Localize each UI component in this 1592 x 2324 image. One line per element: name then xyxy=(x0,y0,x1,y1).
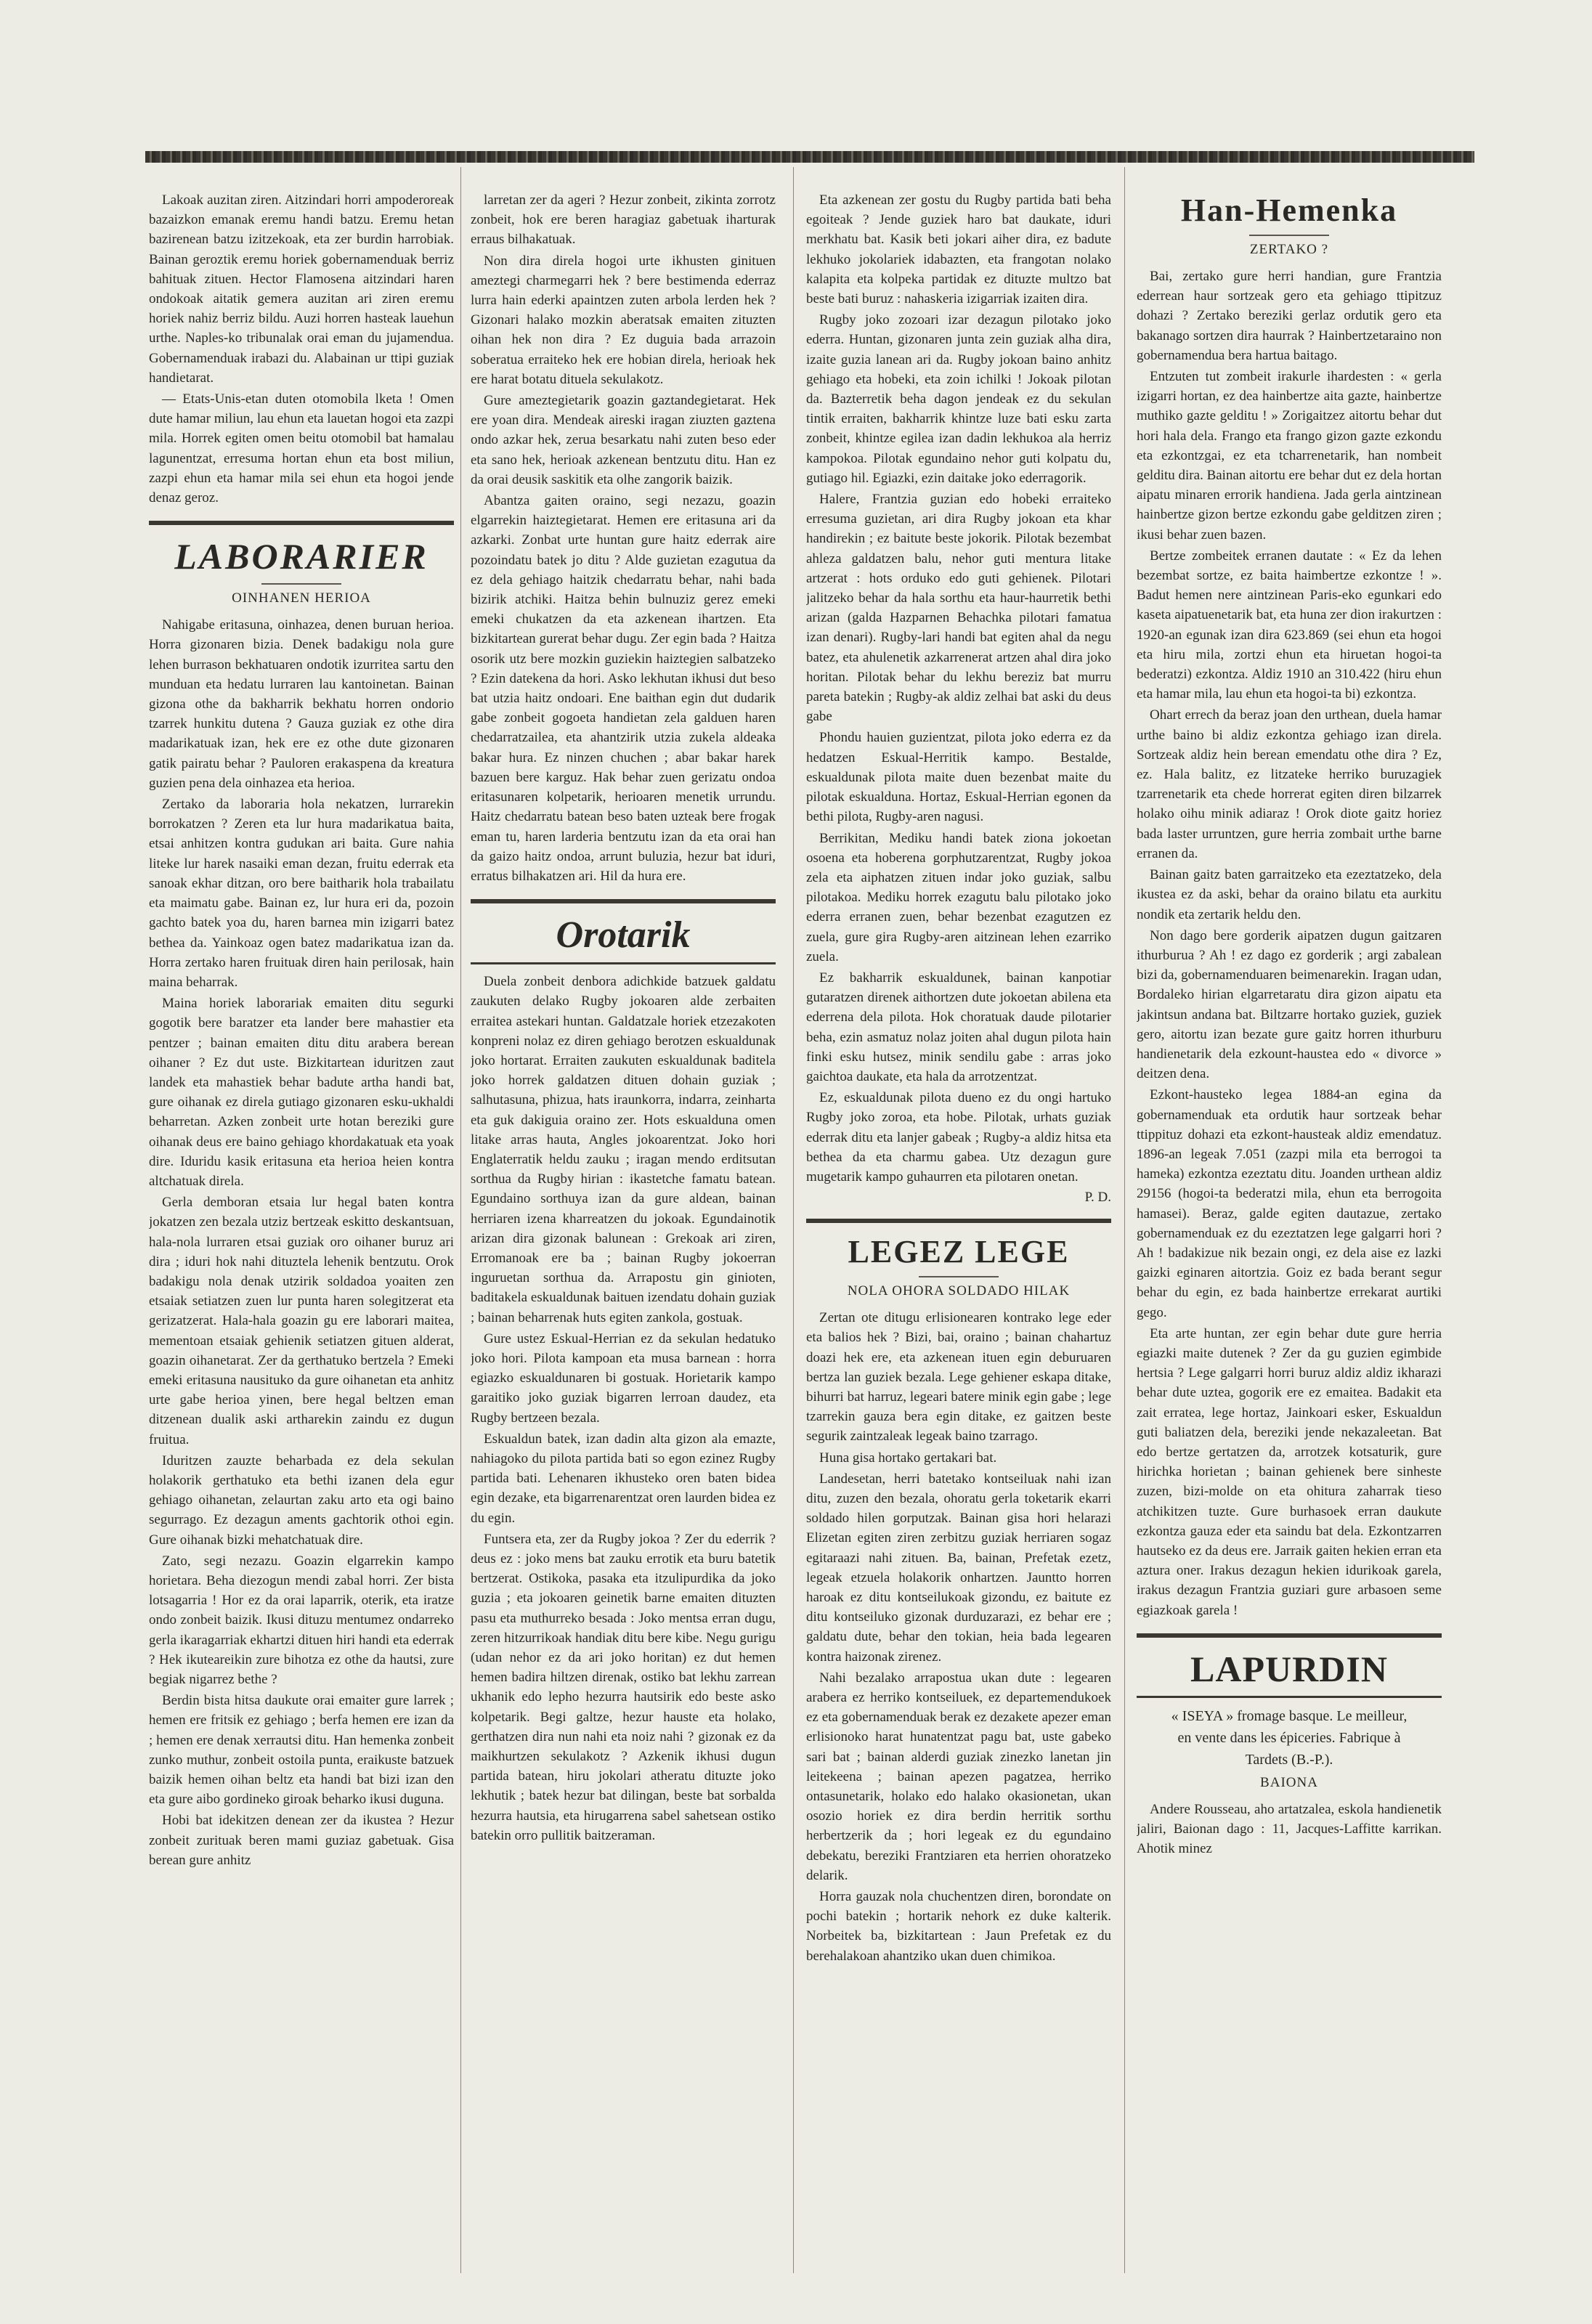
paragraph: Nahigabe eritasuna, oinhazea, denen buruan herioa. Horra gizonaren bizia. Denek badakigu nola gure lehen burrason bekhatuaren ondotik izurritea sartu den munduan eta hedatu lurraren lau kantoinetan. Bainan gizona othe da bakharrik bekhatu horren ondorio tzarrek hunkitu dutena ? Gauza guziak ez othe dira madarikatuak izan, hek ere ez othe dute gizonaren gatik pairatu behar ? Pauloren erakaspena da kreatura guzien pena dela oinhazea eta herioa. xyxy=(149,617,454,791)
article-subheading: NOLA OHORA SOLDADO HILAK xyxy=(847,1283,1071,1299)
paragraph: Phondu hauien guzientzat, pilota joko ederra ez da hedatzen Eskual-Herritik kampo. Bestalde, eskualdunak pilota maite duen bezenbat maite du pilotak eskualduna. Hortaz, Eskual-Herrian egonen da bethi pilota, Rugby-aren nagusi. xyxy=(806,730,1111,825)
column-separator xyxy=(793,167,794,2273)
article-signature: P. D. xyxy=(1084,1190,1111,1206)
ad-line: « ISEYA » fromage basque. Le meilleur, xyxy=(1171,1707,1408,1724)
short-rule xyxy=(1249,235,1329,236)
paragraph: Ez bakharrik eskualdunek, bainan kanpotiar gutaratzen direnek aithortzen dute jokoetan abilena eta ederrena dela pilota. Hok choratuak daude pilotarier beha, ezin asmatuz nolaz joiten ahal dugun pilota hain finki esku hutsez, minik sendilu gabe : arras joko gaichtoa daukate, eta hala da arrotzentzat. xyxy=(806,970,1111,1084)
column-separator xyxy=(1124,167,1125,2273)
advertisement-iseya xyxy=(1137,1705,1442,1771)
paragraph: Ez, eskualdunak pilota dueno ez du ongi hartuko Rugby joko zoroa, eta hobe. Pilotak, urhats guziak ederrak ditu eta lanjer gabeak ; Rugby-a aldiz hitsa eta bethea da eta charmu gabea. Utz dezagun gure mugetarik kampo guhaurren eta pilotaren onetan. xyxy=(806,1090,1111,1185)
town-subheading: BAIONA xyxy=(1260,1774,1318,1790)
column-2 xyxy=(471,190,776,2324)
ad-line: Tardets (B.-P.). xyxy=(1245,1751,1333,1768)
column-separator xyxy=(460,167,461,2273)
section-rule xyxy=(471,899,776,903)
paragraph: Non dira direla hogoi urte ikhusten ginituen ameztegi charmegarri hek ? bere bestimenda ederraz lurra hain ederki apaintzen zuten arbola lerden hek ? Gizonari halako mozkin aberatsak emaiten zituzten oihan hek non dira ? Ez duguia bada arrazoin soberatua erraiteko hek ere hobian direla, herioak hek ere harat botatu dituela sekulakotz. xyxy=(471,253,776,387)
paragraph: Gure ameztegietarik goazin gaztandegietarat. Hek ere yoan dira. Mendeak aireski iragan ziuzten gaztena ondo azkar hek, zerua besarkatu nahi zuten beso eder eta sano hek, herioak azkenean bentzutu ditu. Han ez da orai deusik saskitik eta olhe zangorik baizik. xyxy=(471,393,776,487)
column-1 xyxy=(149,190,454,2324)
ad-line: en vente dans les épiceries. Fabrique à xyxy=(1177,1729,1401,1746)
section-rule xyxy=(471,962,776,964)
paragraph: Ezkont-hausteko legea 1884-an egina da gobernamenduak eta ordutik haur sortzeak behar ttippituz dohazi eta ezkont-hausteak aldiz emendatuz. 1896-an legeak 7.051 (zazpi mila eta berrogoi ta hameka) ezkontza ezeztatu ditu. Joanden urthean aldiz 29156 (hogoi-ta bederatzi mila, ehun eta berrogoita hamasei). Beraz, galde egiten dautazue, zertako gobernamenduak ez du ezeztatzen lege galgarri hori ? Ah ! badakizue nik bezain ongi, ez dela aise ez lazki gaizki eginaren aitortzia. Goiz ez bada berant segur behar du egin, ez bada hainbertze errekarat aurtiki gego. xyxy=(1137,1087,1442,1320)
paragraph: Nahi bezalako arrapostua ukan dute : legearen arabera ez herriko kontseiluek, ez departemendukoek ez eta gobernamenduak berak ez dezakete apezer eman erlisionoko harat hunatentzat pagu bat, uste gabeko sari bat ; bainan alderdi guziak zinezko lanetan jin leitekeena ; bainan apezen pagatzea, herriko ontasunetarik, holako edo halako okasionetan, ukan osozio horiek ez dira berdin herritik sorthu herbertzerik da ; hori legeak ez du egundaino debekatu, bereziki Frantziaren eta herrien ohoratzeko delarik. xyxy=(806,1670,1111,1883)
section-heading-laborarier: LABORARIER xyxy=(174,536,429,577)
paragraph: Andere Rousseau, aho artatzalea, eskola handienetik jaliri, Baionan dago : 11, Jacques-Laffitte karrikan. Ahotik minez xyxy=(1137,1801,1442,1857)
paragraph: Duela zonbeit denbora adichkide batzuek galdatu zaukuten delako Rugby jokoaren alde zerbaiten erraitea astekari huntan. Galdatzale horiek etzezakoten konpreni nolaz ez diren gehiago berotzen eskualdunak joko hortarat. Erraiten zaukuten eskualdunak baditela joko horrek galdatzen dituen dohain guziak ; salhutasuna, phizua, hats iraunkorra, indarra, zeinharta eta guk dakiguia oraino zer. Hots eskualduna omen litake arras hauta, Angles jokoarentzat. Joko hori Englaterratik heldu zauku ; iragan mendo erditsutan sorthua da Rugby hirian : ikastetche famatu batean. Egundaino sorthuya izan da gure aldean, bainan herriaren izena kharreatzen du jokoak. Egundainotik arizan dira gizonak balunean : Grekoak ari ziren, Erromanoak ere ba ; bainan Rugby jokoerran inguruetan sorthua da. Arrapostu gin ginioten, baditakela eskualdunak baituen izendatu dohain guziak ; bainan beharrenak huts egiten zankola, gostuak. xyxy=(471,974,776,1325)
column-4 xyxy=(1137,190,1442,2324)
paragraph: Eta arte huntan, zer egin behar dute gure herria egiazki maite dutenek ? Zer da gu guzien egimbide hertsia ? Lege galgarri horri buruz aldiz aldiz ikharazi behar dute uztea, gogorik ere ez emaitea. Badakit eta zait erratea, lege hortaz, Jainkoari esker, Eskualdun guti baliatzen dela, bereziki jende nekazaleetan. Bat edo bertze gertatzen da, arrotzek kotsaturik, gure hirichka horietan ; bainan gehienek bere sinheste zuzen, bizi-molde on eta ohitura zaharrak tieso atchikitzen tuzte. Gure burhasoek erran daukute ezkontza gauza eder eta saindu bat dela. Ezkontzarren hautseko ez da deus ere. Jarraik gaiten hekien erran eta aztura oner. Irakus dezagun hekien idurikoak garela, irakus dezagun Frantzia guziari gure arbasoen seme egiazkoak garela ! xyxy=(1137,1325,1442,1618)
paragraph: Maina horiek laborariak emaiten ditu segurki gogotik bere baratzer eta lander bere mahastier eta pentzer ; bainan emaiten ditu ditu arabera berean oihaner ? Ez dut uste. Bizkitartean iduritzen zaut landek eta mahastiek behar badute artha handi bat, gure oihanak ez direla gutiago gizonaren esku-ukhaldi beharretan. Azken zonbeit urte hotan bereziki gure oihanak deus ere baino gehiago khordakatuak eta yoak dire. Iduridu kasik eritasuna eta herioa heien kontra altchatuak direla. xyxy=(149,996,454,1189)
section-heading-lapurdin: LAPURDIN xyxy=(1190,1648,1388,1689)
paragraph: Eskualdun batek, izan dadin alta gizon ala emazte, nahiagoko du pilota partida bati so egon ezinez Rugby partida bati. Lehenaren ikhusteko oren baten bidea egin dezake, eta bigarrenarentzat oren laurden bidea ez du egin. xyxy=(471,1431,776,1526)
paragraph: Bertze zombeitek erranen dautate : « Ez da lehen bezembat sortze, ez baita haimbertze ezkontze ! ». Badut hemen nere aintzinean Paris-eko egunkari edo kaseta aipatuenetarik bat, eta huna zer dion irakurtzen : 1920-an egunak izan dira 623.869 (sei ehun eta hogoi eta hiru mila, zortzi ehun eta hiruetan hogoi-ta bederatzi) ezkontza. Aldiz 1910 an 310.422 (hiru ehun eta hamar mila, lau ehun eta hogoi-ta bi) ezkontza. xyxy=(1137,548,1442,702)
section-rule xyxy=(149,521,454,525)
paragraph: Berrikitan, Mediku handi batek ziona jokoetan osoena eta hoberena gorphutzarentzat, Rugby jokoa zela eta aiphatzen zituen indar joko guziak, salbu pilotakoa. Mediku horrek ezagutu balu pilotako joko ederra erranen zuen, behar bezenbat ezagutzen ez zuela, gure gira Rugby-aren aitzinean lehen ezarriko zuela. xyxy=(806,830,1111,964)
article-subheading: ZERTAKO ? xyxy=(1249,242,1329,257)
paragraph: Ohart errech da beraz joan den urthean, duela hamar urthe baino bi aldiz ezkontza gehiago izan direla. Sortzeak aldiz hein berean emendatu othe dira ? Ez, ez. Hala balitz, ez litzateke herriko buruzagiek tzarrenetarik eta chede horrerat egiten diren bilzarrek holako oihu minik adiaraz ! Orok diote gaitz horiez bada laster urruntzen, gure herria zombait urthe barne erranen da. xyxy=(1137,707,1442,861)
section-rule xyxy=(1137,1696,1442,1698)
section-rule xyxy=(806,1219,1111,1223)
short-rule xyxy=(919,1276,999,1277)
paragraph: Horra gauzak nola chuchentzen diren, borondate on pochi batekin ; hortarik nehork ez duke kalterik. Norbeitek ba, bizkitartean : Jaun Prefetak ez du berehalakoan ahantziko ukan duen chimikoa. xyxy=(806,1889,1111,1964)
paragraph: Lakoak auzitan ziren. Aitzindari horri ampoderoreak bazaizkon emanak eremu handi batzu. Eremu hetan bazirenean batzu izitzekoak, eta zer burdin harrobiak. Bainan geroztik eremu horiek gobernamenduak berriz bahituak zituen. Hector Flamosena aitzindari haren ondokoak aitatik gemera auzitan ari ziren eremu horiek nahiz berriz bildu. Auzi horren hasteak lauehun urthe. Naples-ko tribunalak orai eman du jujamendua. Gobernamenduak irabazi du. Alabainan ur ttipi guziak handietarat. xyxy=(149,192,454,386)
paragraph: Bainan gaitz baten garraitzeko eta ezeztatzeko, dela ikustea ez da aski, behar da oraino bilatu eta aurkitu nondik eta zertarik heldu den. xyxy=(1137,867,1442,922)
section-heading-han-hemenka: Han-Hemenka xyxy=(1180,192,1398,228)
top-decorative-rule xyxy=(145,151,1474,163)
paragraph: Huna gisa hortako gertakari bat. xyxy=(819,1450,997,1466)
paragraph: Gerla demboran etsaia lur hegal baten kontra jokatzen zen bezala utziz bertzeak eskitto deskantsuan, hala-nola lurraren etsai guziak oro oihaner buruz ari dira ; iduri hok nahi dituztela lehenik bentzutu. Orok badakigu nola denak utzirik soldadoa yoaiten zen etsaiak setiatzen zuen lur punta haren solegitzerat eta gerizatzerat. Hala-hala goazin gu ere laborari maitea, mementoan etsaiak gehienik setiatzen gituen alderat, goazin oihanetarat. Zer da gerthatuko bertzela ? Emeki emeki eritasuna nausituko da gure oihanetan eta anhitz urte gabe herioa yinen, bere hegal beltzen eman ditzenean dualik aski artharekin zaindu ez dugun fruitua. xyxy=(149,1195,454,1447)
paragraph: Abantza gaiten oraino, segi nezazu, goazin elgarrekin haiztegietarat. Hemen ere eritasuna ari da azkarki. Zonbat urte huntan gure haitz ederrak aire pozoindatu batek jo ditu ? Alde guzietan ezagutua da ez dela gehiago haitzik chedarratu behar, nahi bada bizirik atchiki. Haitza behin bulnuziz gerez emeki emeki chukatzen da eta azkenean ihartzen. Eta bizkitartean gurerat behar dugu. Zer egin bada ? Haitza osorik utz bere mozkin guziekin haiztegien salbatzeko ? Ezin datekena da hori. Asko lekhutan ikhusi dut beso bat utzia haitz ondoari. Ene baithan egin dut dudarik gabe zonbeit gogoeta handietan zela galduen haren chedarratzailea, eta ahantzirik utzia zukela aldeaka bakar hura. Ez ninzen chuchen ; abar bakar harek bazuen bere karguz. Hak behar zuen gerizatu ondoa eritasunaren kolpetarik, herioaren menetik urrundu. Haitz chedarratu batean beso baten uzteak bere frogak eman tu, haren larderia bentzutu izan da eta orai han da gaizo haitz ondoa, arrunt buluzia, hezur bat iduri, erratus bilhakatzen ari. Hil da hura ere. xyxy=(471,493,776,884)
section-heading-legez-lege: LEGEZ LEGE xyxy=(848,1234,1070,1270)
paragraph: Berdin bista hitsa daukute orai emaiter gure larrek ; hemen ere fritsik ez gehiago ; berfa hemen ere izan da ; hemen ere denak xerrautsi ditu. Han hemenka zonbeit zunko muthur, zonbeit ostoila punta, eraikuste batzuek baizik hemen oihan beltz eta handi bat bizi izan den eta gure aibo gordineko giroak beharko ikusi duguna. xyxy=(149,1693,454,1808)
paragraph: Halere, Frantzia guzian edo hobeki erraiteko erresuma guzietan, ari dira Rugby jokoan eta khar handirekin ; ez baitute beste jokorik. Pilotak bezembat ahleza galdatzen balu, nehor guti mentura litake artzerat : hots orduko edo guti gehienek. Pilotari jalitzeko behar da hala sorthu eta haur-haurretik bethi arizan (galda Hazparnen Behachka pilotari famatua izan denari). Rugby-lari handi bat egiten ahal da negu batez, eta ahulenetik azkarrenerat artzen ahal dira joko horitan. Pilotak behar du lekhu bereziz bat murru pareta batekin ; Rugby-ak aldiz zelhai bat aski du deus gabe xyxy=(806,492,1111,725)
article-subheading: OINHANEN HERIOA xyxy=(232,590,371,606)
section-rule xyxy=(1137,1633,1442,1638)
paragraph: Entzuten tut zombeit irakurle ihardesten : « gerla izigarri hortan, ez dea hainbertze aita gazte, hainbertze muthiko gazte gelditu ! » Zorigaitzez aitortu behar dut hori hala dela. Frango eta frango gizon gazte ezkondu eta ezkontzgai, ez eta tcharrenetarik, han nombeit gelditu dira. Bainan aitortu ere behar dut ez dela hortan aipatu minaren errorik handiena. Jada gerla aintzinean hainbertze gizon bertze ezkondu gabe gelditzen ziren ; ikusi behar zuen bazen. xyxy=(1137,369,1442,543)
paragraph: Funtsera eta, zer da Rugby jokoa ? Zer du ederrik ? deus ez : joko mens bat zauku errotik eta buru batetik bertzerat. Ostikoka, pasaka eta itzulipurdika da joko guzia ; eta jokoaren geinetik barne emaiten dituzten pasu eta muthurreko besada : Joko mentsa erran dugu, zeren hitzurrikoak handiak ditu bere kibe. Negu gurigu (udan nehor ez da ari joko horitan) ez dut hemen hemen badira hiltzen direnak, ostiko bat lekhu zarrean ukhanik edo lepho hezurra hautsirik edo beste asko kolpetarik. Begi galtze, hezur hauste eta holako, gerthatzen dira nun nahi eta noiz nahi ? gizonak ez da maikhurtzen sekulakotz ? Azkenik ikhusi dugun partida batean, hiru jokolari atheratu dituzte joko lekhutik ; batek hezur bat dilingan, beste bat sorbalda hezurra hautsia, eta hirugarrena sabel sahetsean ostiko batekin orro pullitik baitzeraman. xyxy=(471,1531,776,1843)
paragraph: larretan zer da ageri ? Hezur zonbeit, zikinta zorrotz zonbeit, hok ere beren haragiaz gabetuak iharturak erraus bilhakatuak. xyxy=(471,192,776,248)
paragraph: Zertako da laboraria hola nekatzen, lurrarekin borrokatzen ? Zeren eta lur hura madarikatua baita, etsai anhitzen kontra gudukan ari baita. Gure nahia liteke lur harek nasaiki eman dezan, fruitu ederrak eta sanoak ekhar ditzan, oro bere baitharik hola trabailatu eta maimatu gabe. Bainan ez, lur hura eri da, pozoin gachto batek yoa du, haren barnea min izigarri batez bethea da. Yainkoaz ogen batez madarikatua izan da. Horra zertako haren fruituak diren hain perilosak, hain maina beharrak. xyxy=(149,797,454,990)
paragraph: Hobi bat idekitzen denean zer da ikustea ? Hezur zonbeit zurituak beren mami guziaz gabetuak. Gisa berean gure anhitz xyxy=(149,1813,454,1868)
paragraph: Eta azkenean zer gostu du Rugby partida bati beha egoiteak ? Jende guziek haro bat daukate, iduri merkhatu bat. Kasik beti jokari aiher dira, ez badute lekhuko jokolariek idabazten, eta frangotan nolako kalapita eta kolpeka partidak ez dituzte multzo bat beste bati buruz : nahaskeria izigarriak izaiten dira. xyxy=(806,192,1111,307)
paragraph: Non dago bere gorderik aipatzen dugun gaitzaren ithurburua ? Ah ! ez dago ez gorderik ; argi zabalean bizi da, gobernamenduaren beimenarekin. Iragan udan, Bordaleko hirian elgarretaratu dira gizon aipatu eta jakintsun andana bat. Biltzarre hortako guziek, guziek gero, aitortu izan bezate gure gaitz horren ithurburu handienetarik dela ezkount-haustea edo « divorce » deitzen dena. xyxy=(1137,927,1442,1082)
paragraph: Bai, zertako gure herri handian, gure Frantzia ederrean haur sortzeak gero eta gehiago ttipitzuz dohazi ? Zertako bereziki gerlaz ordutik gero eta bakanago sortzen dira haurrak ? Hainbertzetaraino non gobernamendua bera hartua baitago. xyxy=(1137,269,1442,363)
paragraph: Rugby joko zozoari izar dezagun pilotako joko ederra. Huntan, gizonaren junta zein guziak alha dira, izaite guzia lanean ari da. Rugby jokoan baino anhitz gehiago eta hobeki, eta zoin ichilki ! Jokoak pilotan da. Bazterretik beha dagon jendeak ez du sekulan tintik erraiten, bakharrik khintze luze bati esku zarta zonbeit, khintze egilea izan dadin lekhukoa ala herriz kampokoa. Pilotak egundaino nehor guti kolpatu du, gutiago hil. Egiazki, ezin daitake joko ederragorik. xyxy=(806,312,1111,486)
paragraph: Gure ustez Eskual-Herrian ez da sekulan hedatuko joko hori. Pilota kampoan eta musa barnean : horra egiazko eskualdunaren bi gostuak. Horietarik kampo garaitiko joko guziak bigarren lerroan daudez, eta Rugby bertzeen bezala. xyxy=(471,1330,776,1426)
section-heading-orotarik: Orotarik xyxy=(556,914,691,956)
short-rule xyxy=(261,583,341,585)
paragraph: Iduritzen zauzte beharbada ez dela sekulan holakorik gerthatuko eta bethi izanen dela egur gehiago oihanetan, zelaurtan zaku arto eta ogi baino segurrago. Ez dezagun aments gachtorik othoi egin. Gure oihanak bizki mehatchatuak dire. xyxy=(149,1452,454,1548)
paragraph: Zato, segi nezazu. Goazin elgarrekin kampo horietara. Beha diezogun mendi zabal horri. Zer bista lotsagarria ! Hor ez da orai laparrik, oterik, eta iratze ondo zonbeit baizik. Ikusi dituzu mentumez ondarreko gerla ikaragarriak ekhartzi dituen hiri handi eta ederrak ? Hek ikuteareikin zure bihotza ez othe da hautsi, zure begiak nigarrez bethe ? xyxy=(149,1553,454,1688)
paragraph: — Etats-Unis-etan duten otomobila lketa ! Omen dute hamar miliun, lau ehun eta lauetan hogoi eta zazpi mila. Horrek egiten omen beitu otomobil bat hamalau lagunentzat, erresuma hortan ehun eta bost miliun, zazpi ehun eta hamar mila sei ehun eta hogoi jende denaz geroz. xyxy=(149,391,454,506)
paragraph: Landesetan, herri batetako kontseiluak nahi izan ditu, zuzen den bezala, ohoratu gerla toketarik ekarri soldado hilen gorputzak. Bainan gisa hori helarazi Elizetan egiten ziren zerbitzu guziak herriaren sogaz egitaraazi nahi zituen. Ba, bainan, Prefetak ezetz, legeak etzuela holakorik onhartzen. Jauntto horren haroak ez ditu kontseilukoak gizondu, ez baitute ez ditu kontseiluko gizonak durduzarazi, ez behar ere ; galdatu dute, behar den tokian, heia bada legearen kontra haizonak zirenez. xyxy=(806,1471,1111,1665)
column-3 xyxy=(806,190,1111,2324)
paragraph: Zertan ote ditugu erlisionearen kontrako lege eder eta balios hek ? Bizi, bai, oraino ; bainan chahartuz doazi hek ere, eta azkenean ituen egin deburuaren bertza lan guziek bezala. Lege gehiener eskapa ditake, bihurri bat harruz, legeari batere minik egin gabe ; lege tzarrekin gauza bera egin ditake, ez gaitzen beste segurik zaintzaleak legeak baino tzarrago. xyxy=(806,1310,1111,1445)
